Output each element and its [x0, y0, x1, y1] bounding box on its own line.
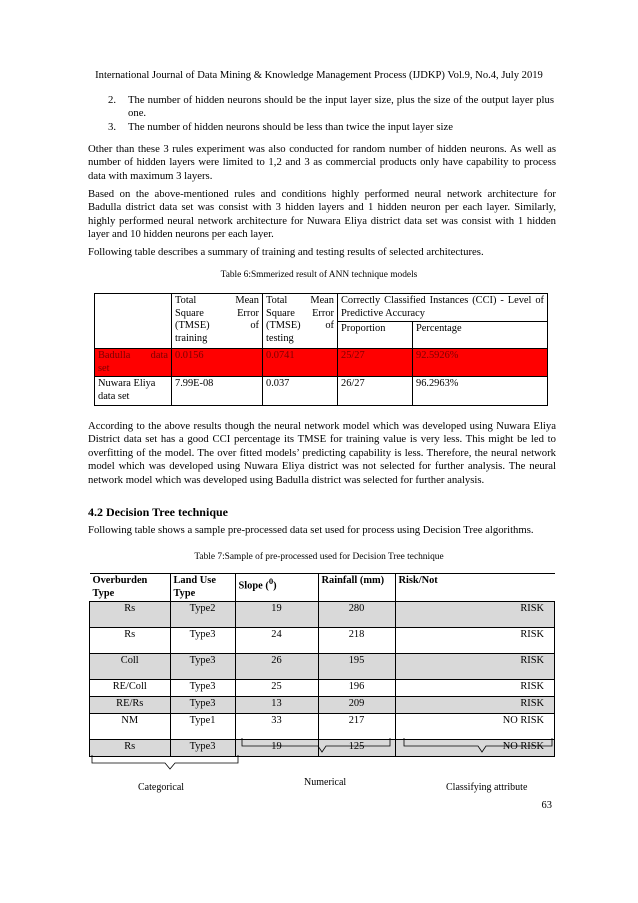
table-header-cell-proportion: Proportion — [338, 322, 413, 349]
header-line: Square Error — [175, 307, 259, 319]
table-cell: Type2 — [170, 602, 235, 628]
table-cell: RISK — [395, 697, 555, 714]
numerical-brace — [242, 738, 390, 752]
paragraph: Following table shows a sample pre-processed data set used for process using Decision Tree algorithms. — [88, 524, 534, 536]
header-line: (TMSE) of — [175, 320, 259, 332]
list-number: 2. — [108, 94, 117, 106]
table-cell: RISK — [395, 680, 555, 697]
header-line: Total Mean — [266, 295, 334, 306]
table-cell-train: 7.99E-08 — [172, 377, 263, 405]
cell-line: data set — [98, 390, 130, 402]
table-cell: 196 — [318, 680, 395, 697]
table-cell-train: 0.0156 — [172, 349, 263, 377]
header-line: training — [175, 332, 208, 344]
table-cell: NO RISK — [395, 740, 555, 757]
cell-line: Nuwara Eliya — [98, 378, 156, 390]
table-cell: RE/Rs — [90, 697, 171, 714]
table-header-cell-percentage: Percentage — [413, 322, 548, 349]
table-cell: RE/Coll — [90, 680, 171, 697]
paragraph: According to the above results though the neural network model which was developed using Nuwara Eliya District data set has a good CCI percentage its TMSE for training value is very less. This might be led to overfitting of the model. The over fitted models’ predicting capability is less. Therefore, the neural network model which was developed using Nuwara Eliya district was not selected for further analysis. The neural network model which was developed using Badulla district was selected for further analysis. — [88, 420, 556, 486]
header-line: testing — [266, 332, 294, 344]
page-number: 63 — [541, 800, 552, 811]
table-cell: NM — [90, 714, 171, 740]
table-cell: 125 — [318, 740, 395, 757]
section-heading: 4.2 Decision Tree technique — [88, 505, 228, 519]
cell-line: set — [98, 362, 110, 374]
table-cell: Type3 — [170, 628, 235, 654]
journal-header: International Journal of Data Mining & Knowledge Management Process (IJDKP) Vol.9, No.4, July 2019 — [95, 70, 543, 81]
table-cell-proportion: 25/27 — [338, 349, 413, 377]
table-cell: 26 — [235, 654, 318, 680]
table-cell: Type3 — [170, 680, 235, 697]
table-cell: RISK — [395, 628, 555, 654]
header-line: Square Error — [266, 307, 334, 319]
table-header-cell-overburden: Overburden Type — [90, 574, 171, 602]
list-text: The number of hidden neurons should be the input layer size, plus the size of the output layer plus one. — [128, 94, 554, 120]
table-cell: 195 — [318, 654, 395, 680]
slope-label: Slope ( — [238, 580, 269, 592]
cell-line: Badulla data — [98, 350, 168, 362]
table-cell: RISK — [395, 602, 555, 628]
table-cell: 218 — [318, 628, 395, 654]
list-number: 3. — [108, 121, 117, 133]
table-cell: 280 — [318, 602, 395, 628]
slope-label-end: ) — [273, 580, 277, 592]
table-cell-percentage: 96.2963% — [413, 377, 548, 405]
table-cell: 209 — [318, 697, 395, 714]
table-cell: 19 — [235, 602, 318, 628]
table-cell: 19 — [235, 740, 318, 757]
table-header-cell-rainfall: Rainfall (mm) — [318, 574, 395, 602]
slope-superscript: 0 — [268, 576, 274, 586]
table-header-cell-land-use: Land Use Type — [170, 574, 235, 602]
table-cell-test: 0.0741 — [263, 349, 338, 377]
table-cell-percentage: 92.5926% — [413, 349, 548, 377]
categorical-label: Categorical — [138, 782, 185, 793]
categorical-brace — [92, 755, 238, 769]
paragraph: Following table describes a summary of training and testing results of selected architectures. — [88, 246, 484, 258]
table-cell: RISK — [395, 654, 555, 680]
table-cell: 13 — [235, 697, 318, 714]
table-cell: Rs — [90, 628, 171, 654]
numerical-label: Numerical — [304, 777, 347, 788]
table-cell: 25 — [235, 680, 318, 697]
table-cell: 33 — [235, 714, 318, 740]
table-header-cell-cci: Correctly Classified Instances (CCI) - Level of Predictive Accuracy — [338, 294, 548, 322]
table-cell: 24 — [235, 628, 318, 654]
table-cell: Coll — [90, 654, 171, 680]
classifying-attribute-label: Classifying attribute — [446, 782, 528, 793]
table-cell-test: 0.037 — [263, 377, 338, 405]
header-line: Total Mean — [175, 295, 259, 306]
table-cell: Rs — [90, 602, 171, 628]
table-cell: NO RISK — [395, 714, 555, 740]
table-cell: 217 — [318, 714, 395, 740]
table-cell: Type3 — [170, 654, 235, 680]
table-cell-proportion: 26/27 — [338, 377, 413, 405]
table-cell: Type1 — [170, 714, 235, 740]
table-caption: Table 7:Sample of pre-processed used for Decision Tree technique — [194, 552, 444, 562]
paragraph: Other than these 3 rules experiment was also conducted for random number of hidden neurons. As well as number of hidden layers were limited to 1,2 and 3 as commercial products only have capability to process data with maximum 3 layers. — [88, 143, 556, 182]
table-caption: Table 6:Smmerized result of ANN technique models — [220, 270, 418, 280]
list-text: The number of hidden neurons should be less than twice the input layer size — [128, 121, 453, 133]
paragraph: Based on the above-mentioned rules and conditions highly performed neural network architecture for Badulla district data set was consist with 3 hidden layers and 1 hidden neuron per each layer. Similarly, highly performed neural network architecture for Nuwara Eliya district data set was consist with 1 hidden layer and 10 hidden neurons per each layer. — [88, 188, 556, 241]
table-cell: Type3 — [170, 740, 235, 757]
table-header-cell-risk: Risk/Not — [395, 574, 555, 602]
table-cell: Type3 — [170, 697, 235, 714]
table-cell: Rs — [90, 740, 171, 757]
classifying-brace — [404, 738, 552, 752]
header-line: (TMSE) of — [266, 320, 334, 332]
